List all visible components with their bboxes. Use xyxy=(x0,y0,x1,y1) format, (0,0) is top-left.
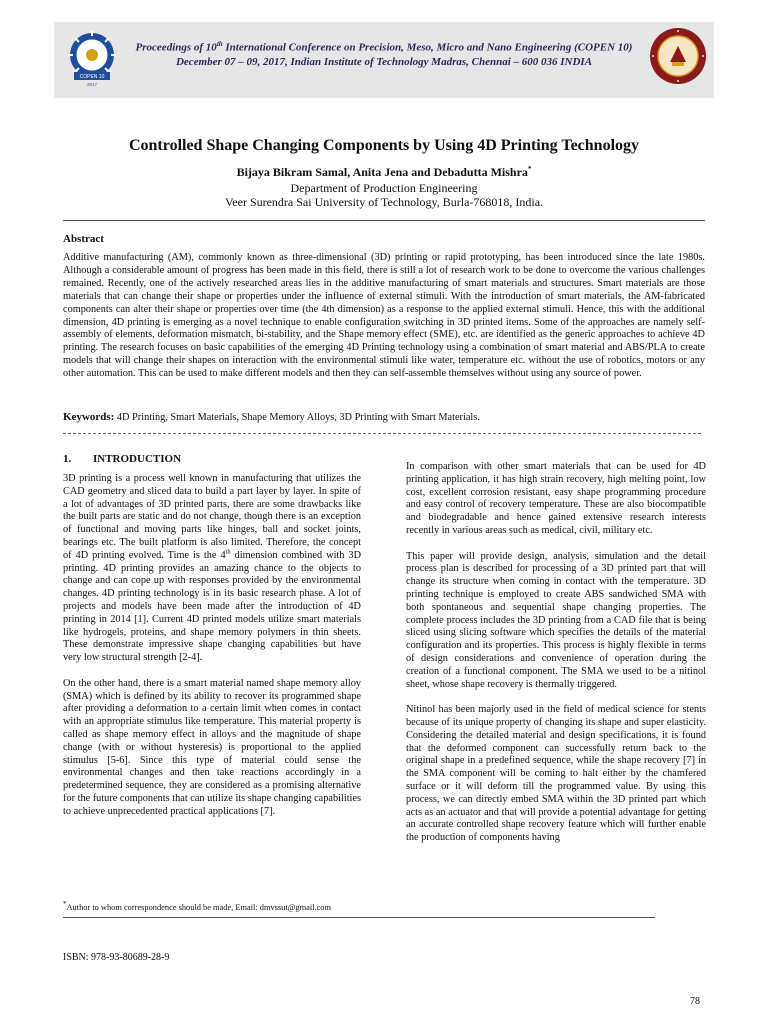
paragraph: On the other hand, there is a smart material named shape memory alloy (SMA) which is defined by its ability to recover its programmed shape after providing a deformation to a certain limit when comes in contact with an appropriate stimulus like temperature. This material property is called as shape memory effect in alloys and the magnitude of shape change (with or without hysteresis) is proportional to the applied stimulus [5-6]. Since this type of material could sense the environmental changes and then take reactions accordingly in a predetermined sequence, they are considered as a promising alternative for the future components that can utilize its shape changing capabilities to achieve unprecedented practical applications [7]. xyxy=(63,677,361,817)
section-heading: 1. INTRODUCTION xyxy=(63,453,182,465)
logo-left-year: 2017 xyxy=(86,82,98,87)
page-number: 78 xyxy=(690,996,700,1007)
conference-title-line: Proceedings of 10th International Conference on Precision, Meso, Micro and Nano Engineering (COPEN 10) xyxy=(135,40,633,54)
iit-madras-seal xyxy=(648,26,708,86)
right-column xyxy=(406,461,706,858)
isbn: ISBN: 978-93-80689-28-9 xyxy=(63,952,170,963)
abstract-heading: Abstract xyxy=(63,233,104,245)
authors: Bijaya Bikram Samal, Anita Jena and Debadutta Mishra* xyxy=(236,165,532,179)
divider xyxy=(63,220,705,221)
keywords: Keywords: 4D Printing, Smart Materials, Shape Memory Alloys, 3D Printing with Smart Materials. xyxy=(63,411,480,423)
conference-date-location: December 07 – 09, 2017, Indian Institute of Technology Madras, Chennai – 600 036 INDIA xyxy=(175,56,593,68)
divider xyxy=(63,433,701,434)
department: Department of Production Engineering xyxy=(290,181,478,195)
logo-left-label: COPEN 10 xyxy=(79,74,105,80)
paragraph: This paper will provide design, analysis, simulation and the detail process plan is described for processing of a 3D printed part that will change its structure when coming in contact with the temperature. 3D printing technique is employed to create ABS sandwiched SMA with both spontaneous and sequential shape changing properties. The complete process includes the 3D printing from a CAD file that is being sliced using slicing software which specifies the details of the material configuration and its properties. This process is highly flexible in terms of design considerations and convenience of operation during the creation of a functional component. The SMA we used to be a nitinol sheet, whose shape recovery is thermally triggered. xyxy=(406,550,706,690)
divider xyxy=(63,917,655,918)
paragraph: Nitinol has been majorly used in the field of medical science for stents because of its unique property of changing its shape and super elasticity. Considering the detailed material and design specifications, it is found that the deformed component can successfully return back to the original shape in a predefined sequence, while the shape recovery [7] in the SMA component will be coming to halt either by the chamfered surface or it will deform till the programmed value. By using this process, we can directly embed SMA within the 3D printed part which acts as an actuator and that will provide a potential advantage for getting an accurate controlled shape recovery feature which will further enable the production of components having xyxy=(406,704,706,844)
paragraph: 3D printing is a process well known in manufacturing that utilizes the CAD geometry and sliced data to build a part layer by layer. In spite of a lot of advantages of 3D printed parts, there are some drawbacks like the built parts are static and do not change, though there is an exception of functional and moving parts like hinges, ball and socket joints, bearings etc. The built platform is also limited. Therefore, the concept of 4D printing evolved. Time is the 4th dimension combined with 3D printing. 4D printing provides an amazing chance to the objects to change and can cope up with responses provided by the environmental changes. 4D printing technology is in its basic research phase. A lot of projects and models have been made after the introduction of 4D printing in 2014 [1]. Current 4D printed models utilize smart materials like hydrogels, proteins, and shape memory polymers in thin sheets. These demonstrate impressive shape changing capabilities but have very low structural strength [2-4]. xyxy=(63,473,362,664)
paragraph: In comparison with other smart materials that can be used for 4D printing application, it has high strain recovery, high melting point, low cost, excellent corrosion resistant, easy shape programming procedure and easy control of recovery temperature. These are also biocompatible and biodegradable and hence gained extensive research interests recently in various areas such as medical, civil, military etc. xyxy=(406,461,706,536)
abstract-text: Additive manufacturing (AM), commonly known as three-dimensional (3D) printing or rapid prototyping, has been introduced since the late 1980s. Although a considerable amount of progress has been made in this field, there is still a lot of research work to be done to overcome the various challenges remained. Recently, one of the actively researched areas lies in the additive manufacturing of smart materials and structures. Smart materials are those materials that can change their shape or properties under the influence of external stimuli. With the introduction of smart materials, the AM-fabricated components can alter their shape or properties over time (the 4th dimension) as a response to the applied external stimuli. Hence, this with the additional dimension, 4D printing is emerging as a novel technique to enable configuration switching in 3D printed items. Some of the approaches are namely self-assembly of elements, deformation mismatch, bi-stability, and the Shape memory effect (SME), etc. are identified as the generic approaches to achieve 4D printing. The research focuses on basic capabilities of the emerging 4D Printing technology using a combination of smart material and ABS/PLA to create models that will change their shapes on interaction with the environmental stimuli like water, temperature etc. without the use of robotics, motors or any other automation. This can be used to make different models and then they can self-assemble themselves without using any source of power. xyxy=(63,252,705,380)
conference-logo xyxy=(62,28,122,88)
left-column xyxy=(63,473,361,831)
footnote: *Author to whom correspondence should be made, Email: dmvssut@gmail.com xyxy=(63,900,331,912)
paper-title: Controlled Shape Changing Components by Using 4D Printing Technology xyxy=(128,137,640,154)
university: Veer Surendra Sai University of Technology, Burla-768018, India. xyxy=(224,195,544,209)
